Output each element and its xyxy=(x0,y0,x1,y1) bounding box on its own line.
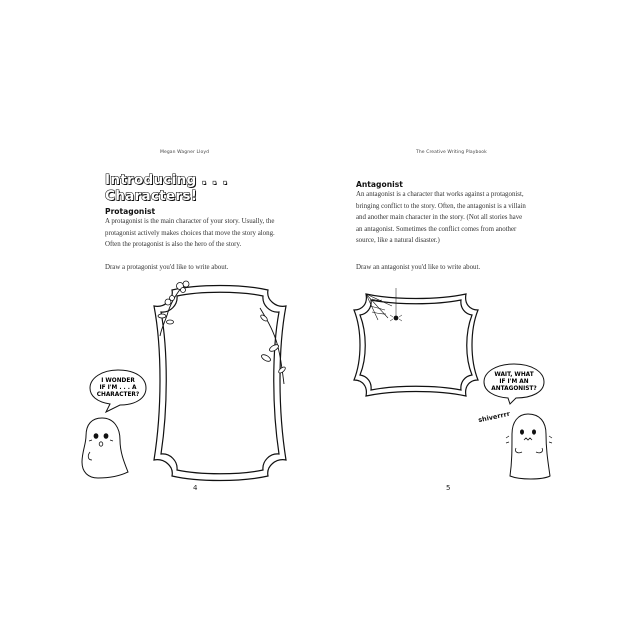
paragraph-line: and another main character in the story. (Not all stories have xyxy=(356,214,523,222)
flower-icon xyxy=(158,281,189,324)
antagonist-heading: Antagonist xyxy=(356,180,403,189)
spider-icon xyxy=(390,288,402,321)
bubble-line: CHARACTER? xyxy=(96,392,140,398)
ghost-character-left xyxy=(80,416,132,480)
paragraph-line: Often the protagonist is also the hero of the story. xyxy=(105,241,242,249)
running-head-book-title: The Creative Writing Playbook xyxy=(416,150,487,155)
leaf-icon xyxy=(260,314,287,374)
ghost-character-right xyxy=(508,412,552,482)
speech-bubble-left xyxy=(88,368,148,414)
antagonist-drawing-frame[interactable] xyxy=(352,288,480,403)
bubble-line: I WONDER xyxy=(101,378,135,384)
bubble-line: IF I'M . . . A xyxy=(99,385,137,391)
shiver-sound-effect: shiverrrr xyxy=(477,409,511,425)
antagonist-prompt: Draw an antagonist you'd like to write about. xyxy=(356,264,481,271)
paragraph-line: an antagonist. Sometimes the conflict comes from another xyxy=(356,225,517,233)
paragraph-line: An antagonist is a character that works against a protagonist, xyxy=(356,191,524,198)
bubble-line: ANTAGONIST? xyxy=(491,386,537,392)
paragraph-line: A protagonist is the main character of your story. Usually, the xyxy=(105,218,275,225)
protagonist-heading: Protagonist xyxy=(105,207,156,216)
paragraph-line: bringing conflict to the story. Often, the antagonist is a villain xyxy=(356,202,526,210)
speech-bubble-right xyxy=(482,362,546,406)
antagonist-paragraph xyxy=(356,189,576,247)
page-number-left: 4 xyxy=(193,484,198,492)
vine-decoration xyxy=(160,284,284,384)
paragraph-line: protagonist actively makes choices that move the story along. xyxy=(105,229,275,237)
protagonist-paragraph xyxy=(105,216,315,251)
page-title: Introducing . . . Characters! xyxy=(105,172,228,204)
protagonist-prompt: Draw a protagonist you'd like to write about. xyxy=(105,264,229,271)
bubble-line: IF I'M AN xyxy=(499,379,529,385)
page-number-right: 5 xyxy=(446,484,451,492)
paragraph-line: source, like a natural disaster.) xyxy=(356,237,440,245)
bubble-line: WAIT, WHAT xyxy=(494,372,534,378)
protagonist-drawing-frame[interactable] xyxy=(150,278,300,488)
running-head-author: Megan Wagner Lloyd xyxy=(160,150,210,155)
